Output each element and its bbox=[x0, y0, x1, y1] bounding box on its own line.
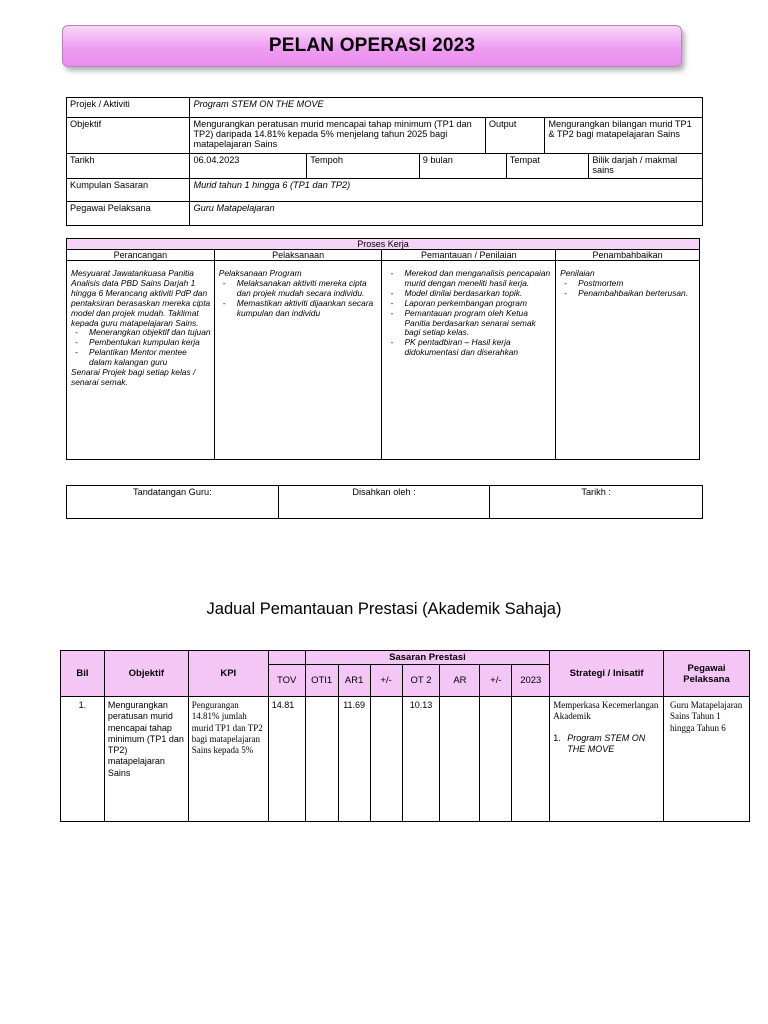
cell-ar1: 11.69 bbox=[338, 697, 370, 822]
list-item: - Model dinilai berdasarkan topik. bbox=[404, 289, 552, 299]
strategi-item-number: 1. bbox=[553, 732, 561, 743]
list-item: - PK pentadbiran – Hasil kerja didokumentasi dan diserahkan bbox=[404, 338, 552, 358]
header-blank bbox=[268, 651, 305, 665]
output-label: Output bbox=[485, 118, 545, 154]
objektif-value: Mengurangkan peratusan murid mencapai tahap minimum (TP1 dan TP2) daripada 14.81% kepada 5% menjelang tahun 2025 bagi matapelajaran Sains bbox=[190, 118, 485, 154]
cell-ar bbox=[440, 697, 480, 822]
col-pemantauan: Pemantauan / Penilaian bbox=[382, 250, 556, 261]
pelaksanaan-cell bbox=[214, 261, 382, 460]
kumpulan-label: Kumpulan Sasaran bbox=[67, 179, 190, 202]
perancangan-list bbox=[71, 328, 211, 368]
output-value: Mengurangkan bilangan murid TP1 & TP2 bagi matapelajaran Sains bbox=[545, 118, 703, 154]
cell-bil: 1. bbox=[61, 697, 105, 822]
col-pelaksanaan: Pelaksanaan bbox=[214, 250, 382, 261]
list-item: - Pembentukan kumpulan kerja bbox=[89, 338, 211, 348]
projek-value: Program STEM ON THE MOVE bbox=[190, 98, 703, 118]
list-item: - Penambahbaikan berterusan. bbox=[578, 289, 696, 299]
header-plusminus-2: +/- bbox=[480, 665, 512, 697]
objektif-label: Objektif bbox=[67, 118, 190, 154]
kumpulan-value: Murid tahun 1 hingga 6 (TP1 dan TP2) bbox=[190, 179, 703, 202]
tempoh-value: 9 bulan bbox=[419, 154, 506, 179]
header-2023: 2023 bbox=[512, 665, 550, 697]
header-ar: AR bbox=[440, 665, 480, 697]
tempat-label: Tempat bbox=[506, 154, 589, 179]
list-item: - Pelantikan Mentor mentee dalam kalangan guru bbox=[89, 348, 211, 368]
projek-label: Projek / Aktiviti bbox=[67, 98, 190, 118]
header-objektif: Objektif bbox=[104, 651, 188, 697]
header-strategi: Strategi / Inisatif bbox=[550, 651, 664, 697]
sig-disahkan: Disahkan oleh : bbox=[278, 486, 490, 519]
header-kpi: KPI bbox=[188, 651, 268, 697]
header-bil: Bil bbox=[61, 651, 105, 697]
perancangan-intro: Mesyuarat Jawatankuasa Panitia Analisis data PBD Sains Darjah 1 hingga 6 Merancang aktiviti PdP dan pentaksiran berasaskan mereka cipta model dan projek mudah. Taklimat kepada guru matapelajaran Sains. bbox=[71, 268, 211, 328]
cell-oti1 bbox=[305, 697, 338, 822]
sig-guru: Tandatangan Guru: bbox=[67, 486, 279, 519]
header-oti1: OTI1 bbox=[305, 665, 338, 697]
sig-tarikh: Tarikh : bbox=[490, 486, 703, 519]
list-item: - Laporan perkembangan program bbox=[404, 299, 552, 309]
list-item: - Melaksanakan aktiviti mereka cipta dan projek mudah secara individu. bbox=[237, 279, 379, 299]
pemantauan-list bbox=[386, 269, 552, 358]
list-item: - Merekod dan menganalisis pencapaian murid dengan meneliti hasil kerja. bbox=[404, 269, 552, 289]
proses-kerja-table bbox=[66, 238, 700, 460]
pelaksanaan-intro: Pelaksanaan Program bbox=[218, 268, 302, 278]
cell-pm2 bbox=[480, 697, 512, 822]
pelaksanaan-list bbox=[219, 279, 379, 319]
pemantauan-cell bbox=[382, 261, 556, 460]
cell-objektif: Mengurangkan peratusan murid mencapai tahap minimum (TP1 dan TP2) matapelajaran Sains bbox=[104, 697, 188, 822]
list-item: - Memastikan aktiviti dijaankan secara kumpulan dan individu bbox=[237, 299, 379, 319]
list-item: - Postmortem bbox=[578, 279, 696, 289]
penambahbaikan-intro: Penilaian bbox=[560, 268, 595, 278]
signature-table bbox=[66, 485, 703, 519]
cell-ot2: 10.13 bbox=[402, 697, 440, 822]
header-pegawai: Pegawai Pelaksana bbox=[664, 651, 750, 697]
cell-pm1 bbox=[370, 697, 402, 822]
pegawai-value: Guru Matapelajaran bbox=[190, 202, 703, 226]
cell-tov: 14.81 bbox=[268, 697, 305, 822]
cell-pegawai: Guru Matapelajaran Sains Tahun 1 hingga Tahun 6 bbox=[664, 697, 750, 822]
tempoh-label: Tempoh bbox=[307, 154, 419, 179]
pegawai-label: Pegawai Pelaksana bbox=[67, 202, 190, 226]
penambahbaikan-cell bbox=[556, 261, 700, 460]
project-info-table bbox=[66, 97, 703, 226]
proses-kerja-header: Proses Kerja bbox=[67, 239, 700, 250]
header-ar1: AR1 bbox=[338, 665, 370, 697]
cell-2023 bbox=[512, 697, 550, 822]
list-item: - Pemantauan program oleh Ketua Panitia berdasarkan senarai semak bagi setiap kelas. bbox=[404, 309, 552, 339]
strategi-text: Memperkasa Kecemerlangan Akademik bbox=[553, 700, 659, 722]
list-item: - Menerangkan objektif dan tujuan bbox=[89, 328, 211, 338]
jadual-pemantauan-table bbox=[60, 650, 750, 822]
jadual-title: Jadual Pemantauan Prestasi (Akademik Sahaja) bbox=[206, 600, 562, 618]
strategi-item-text: Program STEM ON THE MOVE bbox=[567, 732, 646, 754]
penambahbaikan-list bbox=[560, 279, 696, 299]
col-penambahbaikan: Penambahbaikan bbox=[556, 250, 700, 261]
cell-kpi: Pengurangan 14.81% jumlah murid TP1 dan TP2 bagi matapelajaran Sains kepada 5% bbox=[188, 697, 268, 822]
header-tov: TOV bbox=[268, 665, 305, 697]
perancangan-cell bbox=[67, 261, 215, 460]
perancangan-outro: Senarai Projek bagi setiap kelas / senarai semak. bbox=[71, 367, 196, 387]
page-title-text: PELAN OPERASI 2023 bbox=[268, 35, 476, 56]
header-ot2: OT 2 bbox=[402, 665, 440, 697]
tempat-value: Bilik darjah / makmal sains bbox=[589, 154, 703, 179]
page-title bbox=[62, 25, 682, 67]
header-plusminus-1: +/- bbox=[370, 665, 402, 697]
header-sasaran: Sasaran Prestasi bbox=[305, 651, 550, 665]
strategi-item bbox=[553, 733, 660, 756]
tarikh-label: Tarikh bbox=[67, 154, 190, 179]
cell-strategi bbox=[550, 697, 664, 822]
tarikh-value: 06.04.2023 bbox=[190, 154, 307, 179]
col-perancangan: Perancangan bbox=[67, 250, 215, 261]
